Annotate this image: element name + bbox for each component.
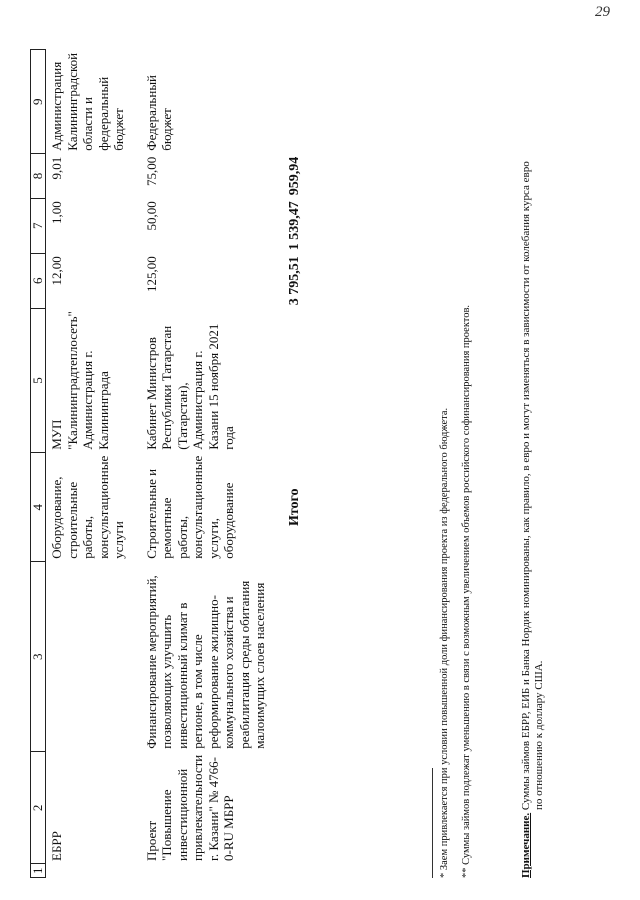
total-amount: 959,94 [286, 156, 302, 196]
cell-borrower: Кабинет Министров Республики Татарстан (Татарстан), Администрация г. Казани 15 ноября 2021 года [143, 323, 236, 450]
column-header: 5 [31, 308, 46, 453]
loans-table [30, 49, 303, 878]
footnote: ** Суммы займов подлежат уменьшению в связи с возможным увеличением объемов российского софинансирования проектов. [461, 304, 472, 878]
column-header: 8 [31, 154, 46, 199]
cell-works: Оборудование, строительные работы, консультационные услуги [49, 455, 126, 559]
column-header: 7 [31, 198, 46, 253]
cell-lender: ЕБРР [49, 831, 64, 861]
cell-amount: 9,01 [49, 156, 64, 180]
table-header-row [31, 50, 46, 878]
note-label: Примечание. [520, 812, 532, 878]
cell-works: Строительные и ремонтные работы, консультационные услуги, оборудование [143, 455, 236, 559]
column-header: 2 [31, 752, 46, 864]
table-row [46, 50, 128, 878]
cell-borrower: МУП "Калининградтеплосеть" Администрация г. Калининграда [49, 311, 111, 450]
column-header: 3 [31, 562, 46, 752]
cell-amount: 12,00 [49, 256, 64, 286]
footnote-rule [432, 768, 433, 878]
total-row [269, 50, 304, 878]
note-text-continued: по отношению к доллару США. [533, 660, 545, 810]
cell-amount: 50,00 [143, 201, 159, 231]
page-number: 29 [595, 4, 610, 20]
cell-project: Проект "Повышение инвестиционной привлекательности г. Казани" № 4766-0-RU МБРР [143, 754, 236, 861]
cell-source: Администрация Калининградской области и федеральный бюджет [49, 52, 126, 151]
note-text: Суммы займов ЕБРР, ЕИБ и Банка Нордик номинированы, как правило, в евро и могут изменяться в зависимости от колебания курса евро [520, 161, 532, 813]
column-header: 1 [31, 864, 46, 878]
cell-amount: 1,00 [49, 201, 64, 224]
footnote: * Заем привлекается при условии повышенной доли финансирования проекта из федерального бюджета. [439, 407, 450, 878]
column-header: 9 [31, 50, 46, 154]
column-header: 4 [31, 453, 46, 562]
total-amount: 3 795,51 [286, 256, 302, 306]
cell-purpose [46, 562, 128, 752]
column-header: 6 [31, 253, 46, 308]
rotated-content [18, 18, 618, 888]
note [520, 28, 546, 878]
total-amount: 1 539,47 [286, 201, 302, 251]
cell-purpose: Финансирование мероприятий, позволяющих улучшить инвестиционный климат в регионе, в том числе реформирование жилищно-коммунального хозяйства и реабилитация среды обитания малоимущих слоев населения [143, 575, 267, 749]
cell-amount: 75,00 [143, 156, 159, 186]
cell-source: Федеральный бюджет [143, 74, 174, 151]
cell-amount: 125,00 [143, 256, 159, 292]
total-label: Итого [286, 488, 302, 527]
table-row [128, 50, 269, 878]
